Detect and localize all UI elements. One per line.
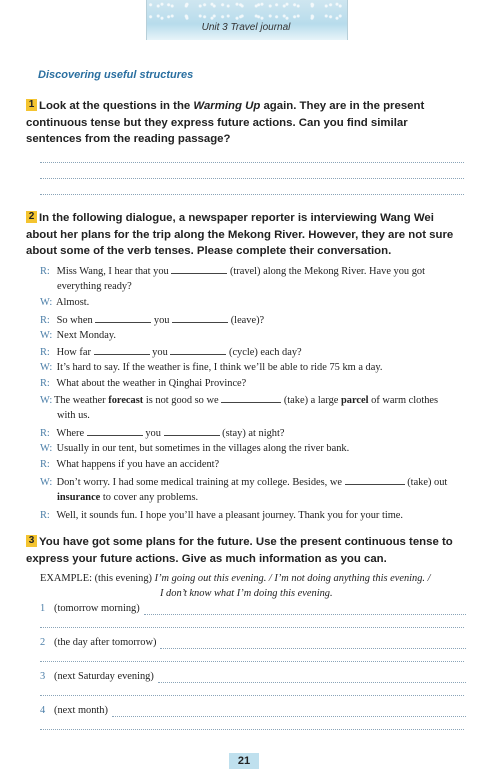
dialogue-text: you: [153, 315, 170, 326]
answer-line[interactable]: [40, 627, 464, 628]
banner-decoration: [147, 0, 347, 22]
dialogue-line: [40, 393, 470, 407]
task-number: 4: [40, 705, 46, 716]
dialogue-line: [40, 313, 470, 327]
task-item: [40, 670, 466, 683]
speaker-label: R:: [40, 266, 50, 277]
section-title: Discovering useful structures: [38, 69, 194, 81]
fill-in-blank[interactable]: [172, 313, 228, 323]
dialogue-text: (cycle) each day?: [228, 347, 302, 358]
speaker-label: R:: [40, 428, 50, 439]
dialogue-text: Where: [56, 428, 85, 439]
speaker-label: W:: [40, 443, 53, 454]
fill-in-blank[interactable]: [95, 313, 151, 323]
question-number-badge: 2: [26, 211, 37, 223]
example-cue: (this evening): [94, 573, 153, 584]
dialogue-text: (travel) along the Mekong River. Have you got: [229, 266, 425, 277]
fill-in-blank[interactable]: [87, 426, 143, 436]
answer-line[interactable]: [112, 706, 466, 717]
dialogue-text: (take) out: [407, 477, 448, 488]
q1-text-em: Warming Up: [193, 100, 261, 112]
speaker-label: R:: [40, 459, 50, 470]
fill-in-blank[interactable]: [170, 345, 226, 355]
example-continuation: [160, 587, 470, 601]
dialogue-text: you: [152, 347, 168, 358]
dialogue-text: Don’t worry. I had some medical training at my college. Besides, we: [56, 477, 342, 488]
dialogue-line: [40, 329, 470, 342]
dialogue-line: [40, 509, 470, 522]
speaker-label: R:: [40, 347, 50, 358]
task-cue: (the day after tomorrow): [54, 637, 157, 648]
dialogue-text: What about the weather in Qinghai Province?: [56, 378, 247, 389]
example: [40, 572, 470, 586]
fill-in-blank[interactable]: [345, 475, 405, 485]
speaker-label: W:: [40, 362, 53, 373]
dialogue-line: [40, 264, 470, 278]
answer-line[interactable]: [40, 661, 464, 662]
answer-line[interactable]: [40, 194, 464, 195]
speaker-label: R:: [40, 378, 50, 389]
answer-line[interactable]: [158, 672, 466, 683]
task-number: 1: [40, 603, 46, 614]
q1-text-pre: Look at the questions in the: [39, 100, 194, 112]
dialogue-text: everything ready?: [57, 281, 132, 292]
dialogue-text: Almost.: [56, 297, 90, 308]
q2-text: In the following dialogue, a newspaper reporter is interviewing Wang Wei about her plans for the trip along the Mekong River. However, they are not sure about some of the verb tenses. Please complete their conversation.: [26, 212, 454, 257]
task-number: 3: [40, 671, 46, 682]
fill-in-blank[interactable]: [94, 345, 150, 355]
dialogue-line: [40, 426, 470, 440]
dialogue-line: [40, 345, 470, 359]
task-number: 2: [40, 637, 46, 648]
fill-in-blank[interactable]: [171, 264, 227, 274]
fill-in-blank[interactable]: [221, 393, 281, 403]
example-label: EXAMPLE:: [40, 573, 92, 584]
dialogue-text: with us.: [57, 410, 90, 421]
dialogue-line: [40, 377, 470, 390]
question-2: [26, 210, 466, 260]
dialogue-text: Next Monday.: [56, 330, 116, 341]
q3-text: You have got some plans for the future. Use the present continuous tense to express your future actions. Give as much information as you can.: [26, 536, 453, 565]
fill-in-blank[interactable]: [164, 426, 220, 436]
task-item: [40, 636, 466, 649]
dialogue-line: [40, 296, 470, 309]
dialogue-text: What happens if you have an accident?: [56, 459, 220, 470]
speaker-label: W:: [40, 395, 53, 406]
page-number: 21: [229, 753, 259, 769]
q1-text-post: again. They are in the present continuous tense but they express future actions. Can you find similar sentences from the reading passage?: [26, 100, 425, 145]
dialogue-text: Usually in our tent, but sometimes in the villages along the river bank.: [56, 443, 350, 454]
dialogue-text: Well, it sounds fun. I hope you’ll have a pleasant journey. Thank you for your time.: [56, 510, 404, 521]
speaker-label: R:: [40, 315, 50, 326]
answer-line[interactable]: [40, 729, 464, 730]
answer-line[interactable]: [40, 162, 464, 163]
answer-line[interactable]: [40, 178, 464, 179]
dialogue-line: [40, 409, 487, 422]
answer-line[interactable]: [144, 604, 466, 615]
dialogue-line: [40, 491, 487, 504]
answer-line[interactable]: [40, 695, 464, 696]
example-sentence: I’m going out this evening. / I’m not doing anything this evening. /: [154, 573, 431, 584]
dialogue-text: The weather: [54, 395, 109, 406]
dialogue-line: [40, 458, 470, 471]
example-sentence: I don’t know what I’m doing this evening.: [160, 588, 333, 599]
task-item: [40, 602, 466, 615]
dialogue-text: (stay) at night?: [222, 428, 285, 439]
answer-line[interactable]: [160, 638, 466, 649]
speaker-label: W:: [40, 330, 53, 341]
task-cue: (next Saturday evening): [54, 671, 154, 682]
question-1: [26, 98, 466, 148]
question-3: [26, 534, 466, 567]
dialogue-line: [40, 280, 487, 293]
dialogue-text: (leave)?: [230, 315, 265, 326]
dialogue-text: you: [145, 428, 161, 439]
dialogue-text: Miss Wang, I hear that you: [56, 266, 169, 277]
vocab-word: forecast: [108, 395, 144, 406]
speaker-label: R:: [40, 510, 50, 521]
vocab-word: insurance: [57, 492, 101, 503]
dialogue-text: So when: [56, 315, 93, 326]
dialogue-text: to cover any problems.: [100, 492, 199, 503]
task-cue: (next month): [54, 705, 108, 716]
dialogue-text: is not good so we: [143, 395, 219, 406]
dialogue-line: [40, 442, 470, 455]
dialogue-text: It’s hard to say. If the weather is fine, I think we’ll be able to ride 75 km a day.: [56, 362, 383, 373]
task-cue: (tomorrow morning): [54, 603, 140, 614]
speaker-label: W:: [40, 477, 53, 488]
dialogue-line: [40, 361, 470, 374]
vocab-word: parcel: [341, 395, 369, 406]
dialogue-text: (take) a large: [283, 395, 342, 406]
task-item: [40, 704, 466, 717]
question-number-badge: 3: [26, 535, 37, 547]
header-banner: [146, 0, 348, 40]
dialogue-text: of warm clothes: [368, 395, 439, 406]
dialogue-text: How far: [56, 347, 91, 358]
dialogue-line: [40, 475, 470, 489]
question-number-badge: 1: [26, 99, 37, 111]
unit-label: Unit 3 Travel journal: [201, 22, 291, 33]
speaker-label: W:: [40, 297, 53, 308]
